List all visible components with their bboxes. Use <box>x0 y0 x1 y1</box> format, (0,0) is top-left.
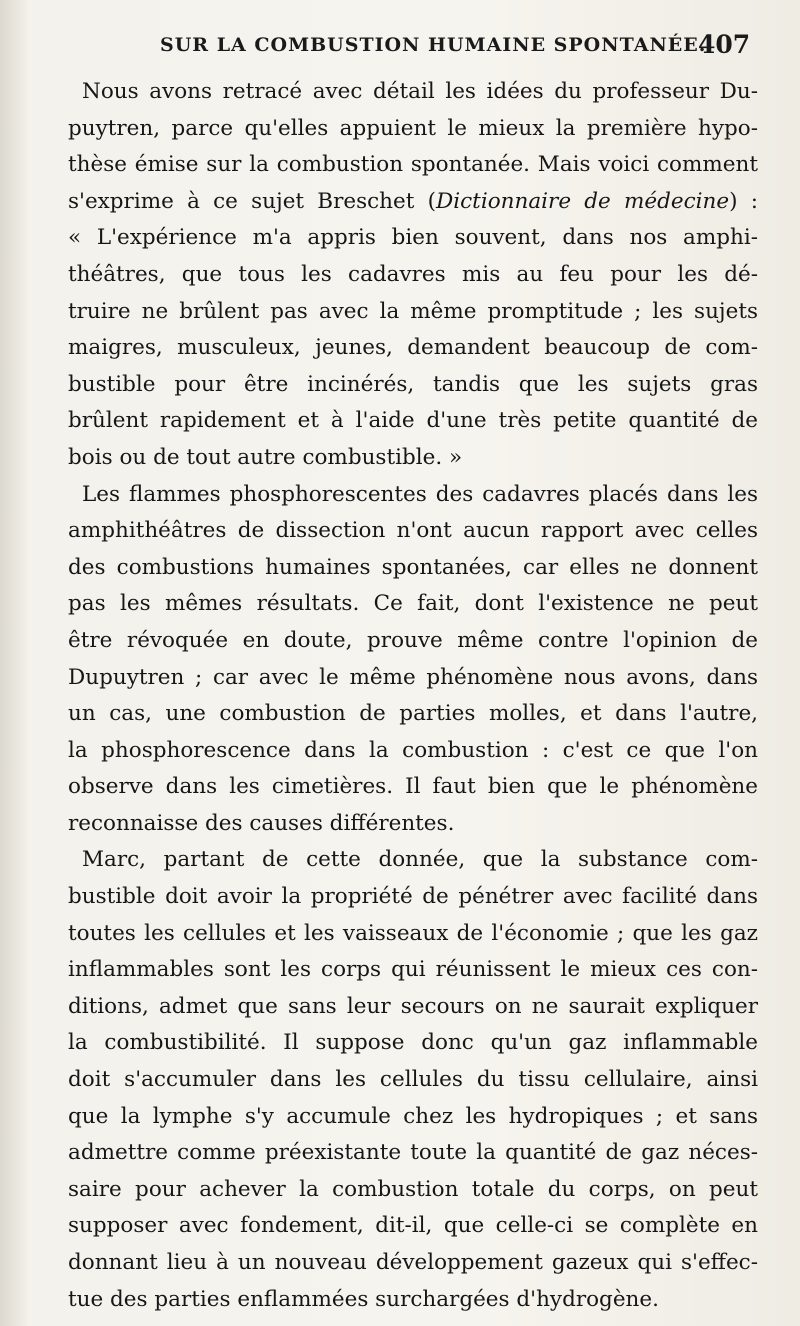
paragraph-1 <box>52 74 758 477</box>
text-line: observe dans les cimetières. Il faut bien que le phénomène <box>68 774 758 800</box>
text-line: un cas, une combustion de parties molles, et dans l'autre, <box>68 701 758 727</box>
text-line: donnant lieu à un nouveau développement gazeux qui s'effec- <box>68 1250 758 1275</box>
text-line: ditions, admet que sans leur secours on ne saurait expliquer <box>68 993 758 1019</box>
text-segment: ) : <box>729 188 758 214</box>
text-line: thèse émise sur la combustion spontanée. Mais voici comment <box>68 152 758 178</box>
text-line: doit s'accumuler dans les cellules du tissu cellulaire, ainsi <box>68 1067 758 1093</box>
text-line: « L'expérience m'a appris bien souvent, dans nos amphi- <box>68 225 758 251</box>
text-line: théâtres, que tous les cadavres mis au feu pour les dé- <box>68 261 758 287</box>
text-line: Marc, partant de cette donnée, que la substance com- <box>82 847 758 873</box>
text-line: que la lymphe s'y accumule chez les hydropiques ; et sans <box>68 1103 758 1129</box>
text-line: puytren, parce qu'elles appuient le mieux la première hypo- <box>68 115 758 141</box>
text-line: inflammables sont les corps qui réunissent le mieux ces con- <box>68 957 758 983</box>
text-line: Nous avons retracé avec détail les idées du professeur Du- <box>82 79 758 104</box>
text-segment: s'exprime à ce sujet Breschet ( <box>68 188 437 214</box>
text-line: pas les mêmes résultats. Ce fait, dont l'existence ne peut <box>68 591 758 617</box>
text-line: reconnaisse des causes différentes. <box>68 810 455 836</box>
running-title: SUR LA COMBUSTION HUMAINE SPONTANÉE. <box>160 34 707 56</box>
text-line: saire pour achever la combustion totale du corps, on peut <box>68 1176 758 1202</box>
page-number: 407 <box>698 30 751 59</box>
text-line: tue des parties enflammées surchargées d'hydrogène. <box>68 1286 659 1312</box>
text-line: la phosphorescence dans la combustion : c'est ce que l'on <box>68 737 758 763</box>
text-line: bustible doit avoir la propriété de pénétrer avec facilité dans <box>68 884 758 910</box>
text-line: admettre comme préexistante toute la quantité de gaz néces- <box>68 1140 758 1166</box>
text-line: amphithéâtres de dissection n'ont aucun rapport avec celles <box>68 518 758 544</box>
text-line: maigres, musculeux, jeunes, demandent beaucoup de com- <box>68 335 758 361</box>
page-header <box>0 30 800 64</box>
italic-title: Dictionnaire de médecine <box>436 188 730 214</box>
text-line: bois ou de tout autre combustible. » <box>68 444 463 470</box>
text-line: supposer avec fondement, dit-il, que celle-ci se complète en <box>68 1213 758 1239</box>
text-line: truire ne brûlent pas avec la même promptitude ; les sujets <box>68 298 758 324</box>
text-line: être révoquée en doute, prouve même contre l'opinion de <box>68 627 758 653</box>
text-line: des combustions humaines spontanées, car elles ne donnent <box>68 554 758 580</box>
text-line: toutes les cellules et les vaisseaux de l'économie ; que les gaz <box>68 920 758 946</box>
text-line: brûlent rapidement et à l'aide d'une très petite quantité de <box>68 408 758 434</box>
text-line: bustible pour être incinérés, tandis que les sujets gras <box>68 371 758 397</box>
paragraph-3 <box>52 842 758 1318</box>
text-line: Dupuytren ; car avec le même phénomène nous avons, dans <box>68 664 758 690</box>
paragraph-2 <box>52 477 758 843</box>
text-line: Les flammes phosphorescentes des cadavres placés dans les <box>82 481 758 507</box>
body-text <box>52 74 758 1318</box>
text-line <box>52 184 758 221</box>
text-line: la combustibilité. Il suppose donc qu'un gaz inflammable <box>68 1030 758 1056</box>
